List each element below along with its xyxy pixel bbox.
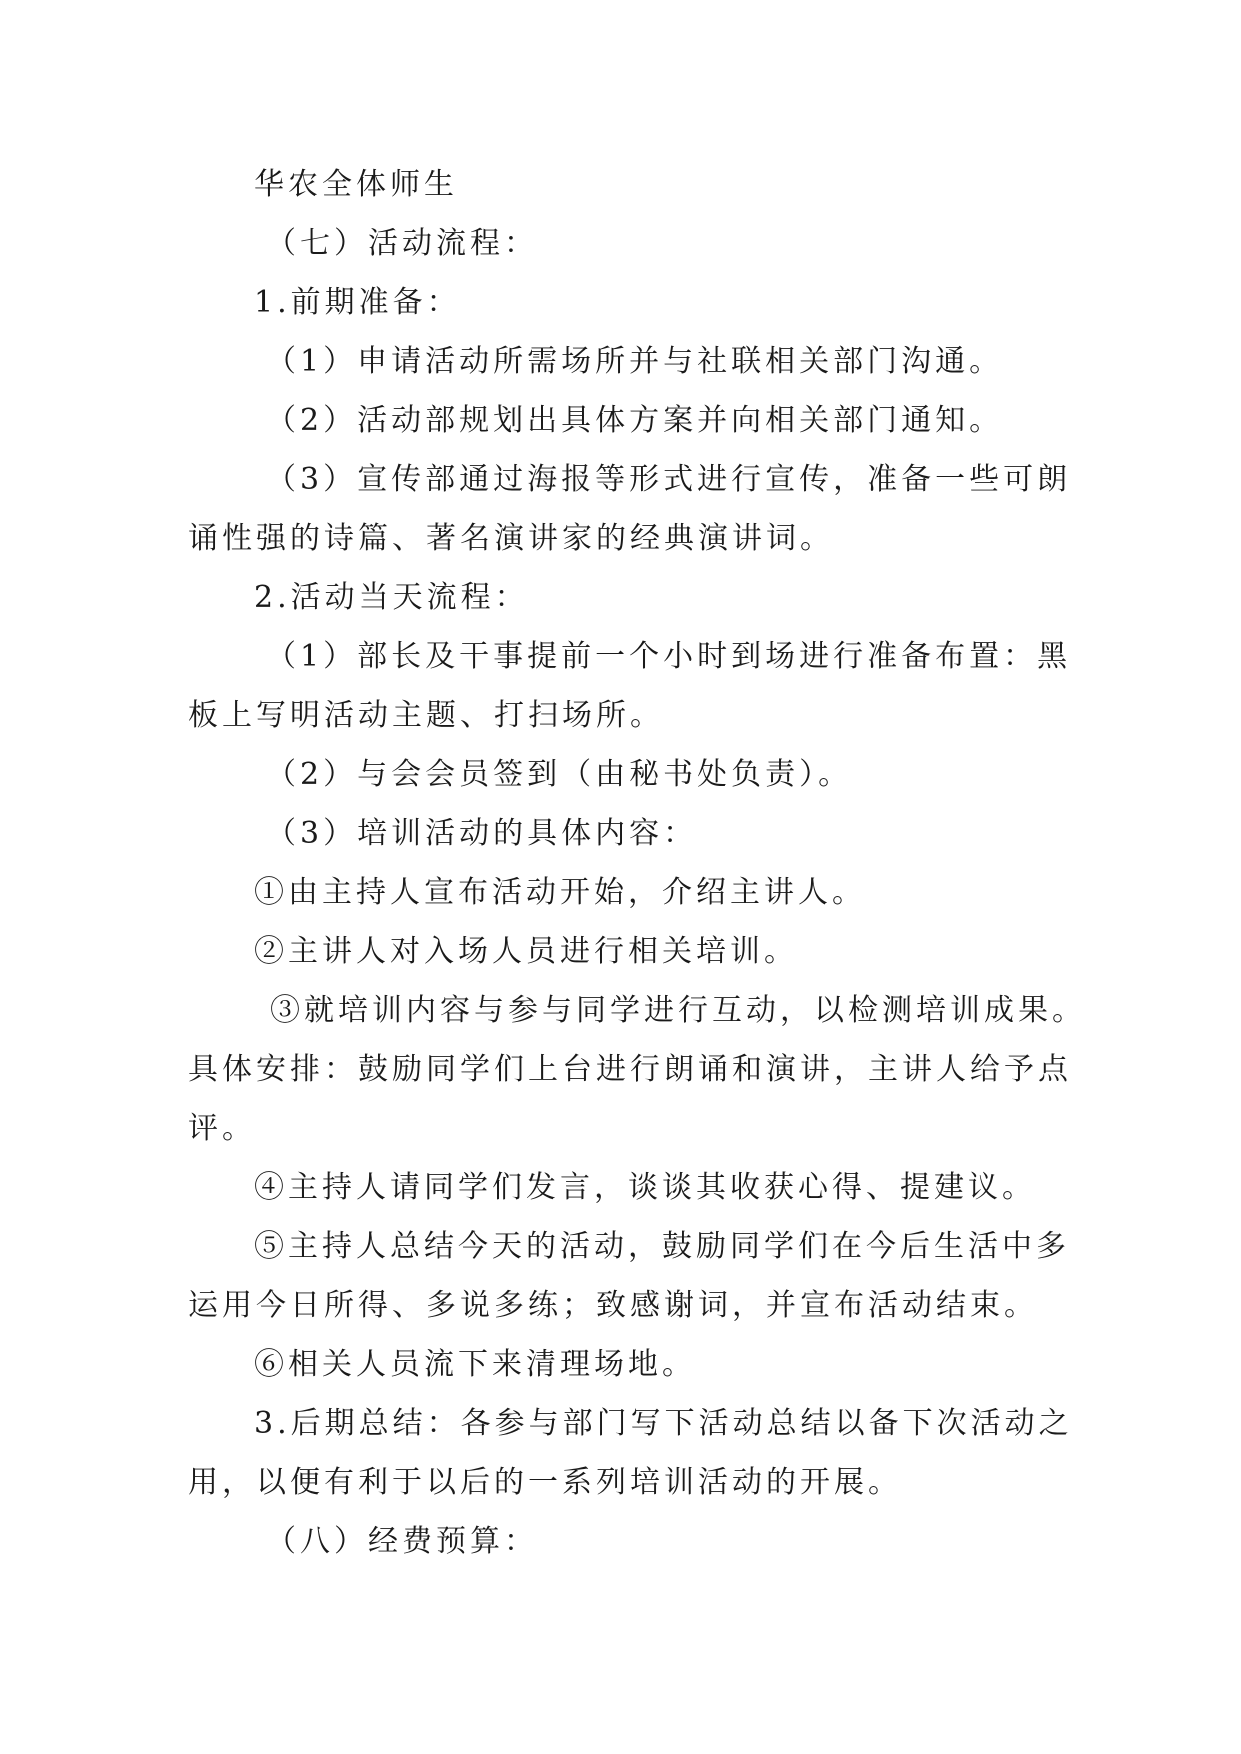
list-item: （1）申请活动所需场所并与社联相关部门沟通。	[266, 344, 1004, 379]
section-heading: （八）经费预算：	[266, 1524, 538, 1559]
list-item: （2）活动部规划出具体方案并向相关部门通知。	[266, 403, 1004, 438]
section-heading: （七）活动流程：	[266, 226, 538, 261]
subsection-heading: 3.后期总结：各参与部门写下活动总结以备下次活动之	[254, 1406, 1073, 1441]
text-line: 板上写明活动主题、打扫场所。	[188, 698, 664, 733]
list-item: ②主讲人对入场人员进行相关培训。	[254, 934, 798, 969]
subsection-heading: 1.前期准备：	[254, 285, 461, 320]
text-line: 具体安排：鼓励同学们上台进行朗诵和演讲，主讲人给予点	[188, 1052, 1072, 1087]
list-item: ③就培训内容与参与同学进行互动，以检测培训成果。	[270, 993, 1086, 1028]
list-item: （2）与会会员签到（由秘书处负责）。	[266, 757, 853, 792]
subsection-heading: 2.活动当天流程：	[254, 580, 529, 615]
document-page	[188, 155, 1086, 1571]
list-item: ⑥相关人员流下来清理场地。	[254, 1347, 696, 1382]
list-item: ⑤主持人总结今天的活动，鼓励同学们在今后生活中多	[254, 1229, 1070, 1264]
list-item: （3）培训活动的具体内容：	[266, 816, 698, 851]
list-item: ④主持人请同学们发言，谈谈其收获心得、提建议。	[254, 1170, 1036, 1205]
text-line: 诵性强的诗篇、著名演讲家的经典演讲词。	[188, 521, 834, 556]
text-line: 用，以便有利于以后的一系列培训活动的开展。	[188, 1465, 902, 1500]
text-line: 华农全体师生	[254, 167, 458, 202]
list-item: （1）部长及干事提前一个小时到场进行准备布置：黑	[266, 639, 1072, 674]
text-line: 评。	[188, 1111, 256, 1146]
list-item: ①由主持人宣布活动开始，介绍主讲人。	[254, 875, 866, 910]
list-item: （3）宣传部通过海报等形式进行宣传，准备一些可朗	[266, 462, 1072, 497]
text-line: 运用今日所得、多说多练；致感谢词，并宣布活动结束。	[188, 1288, 1038, 1323]
